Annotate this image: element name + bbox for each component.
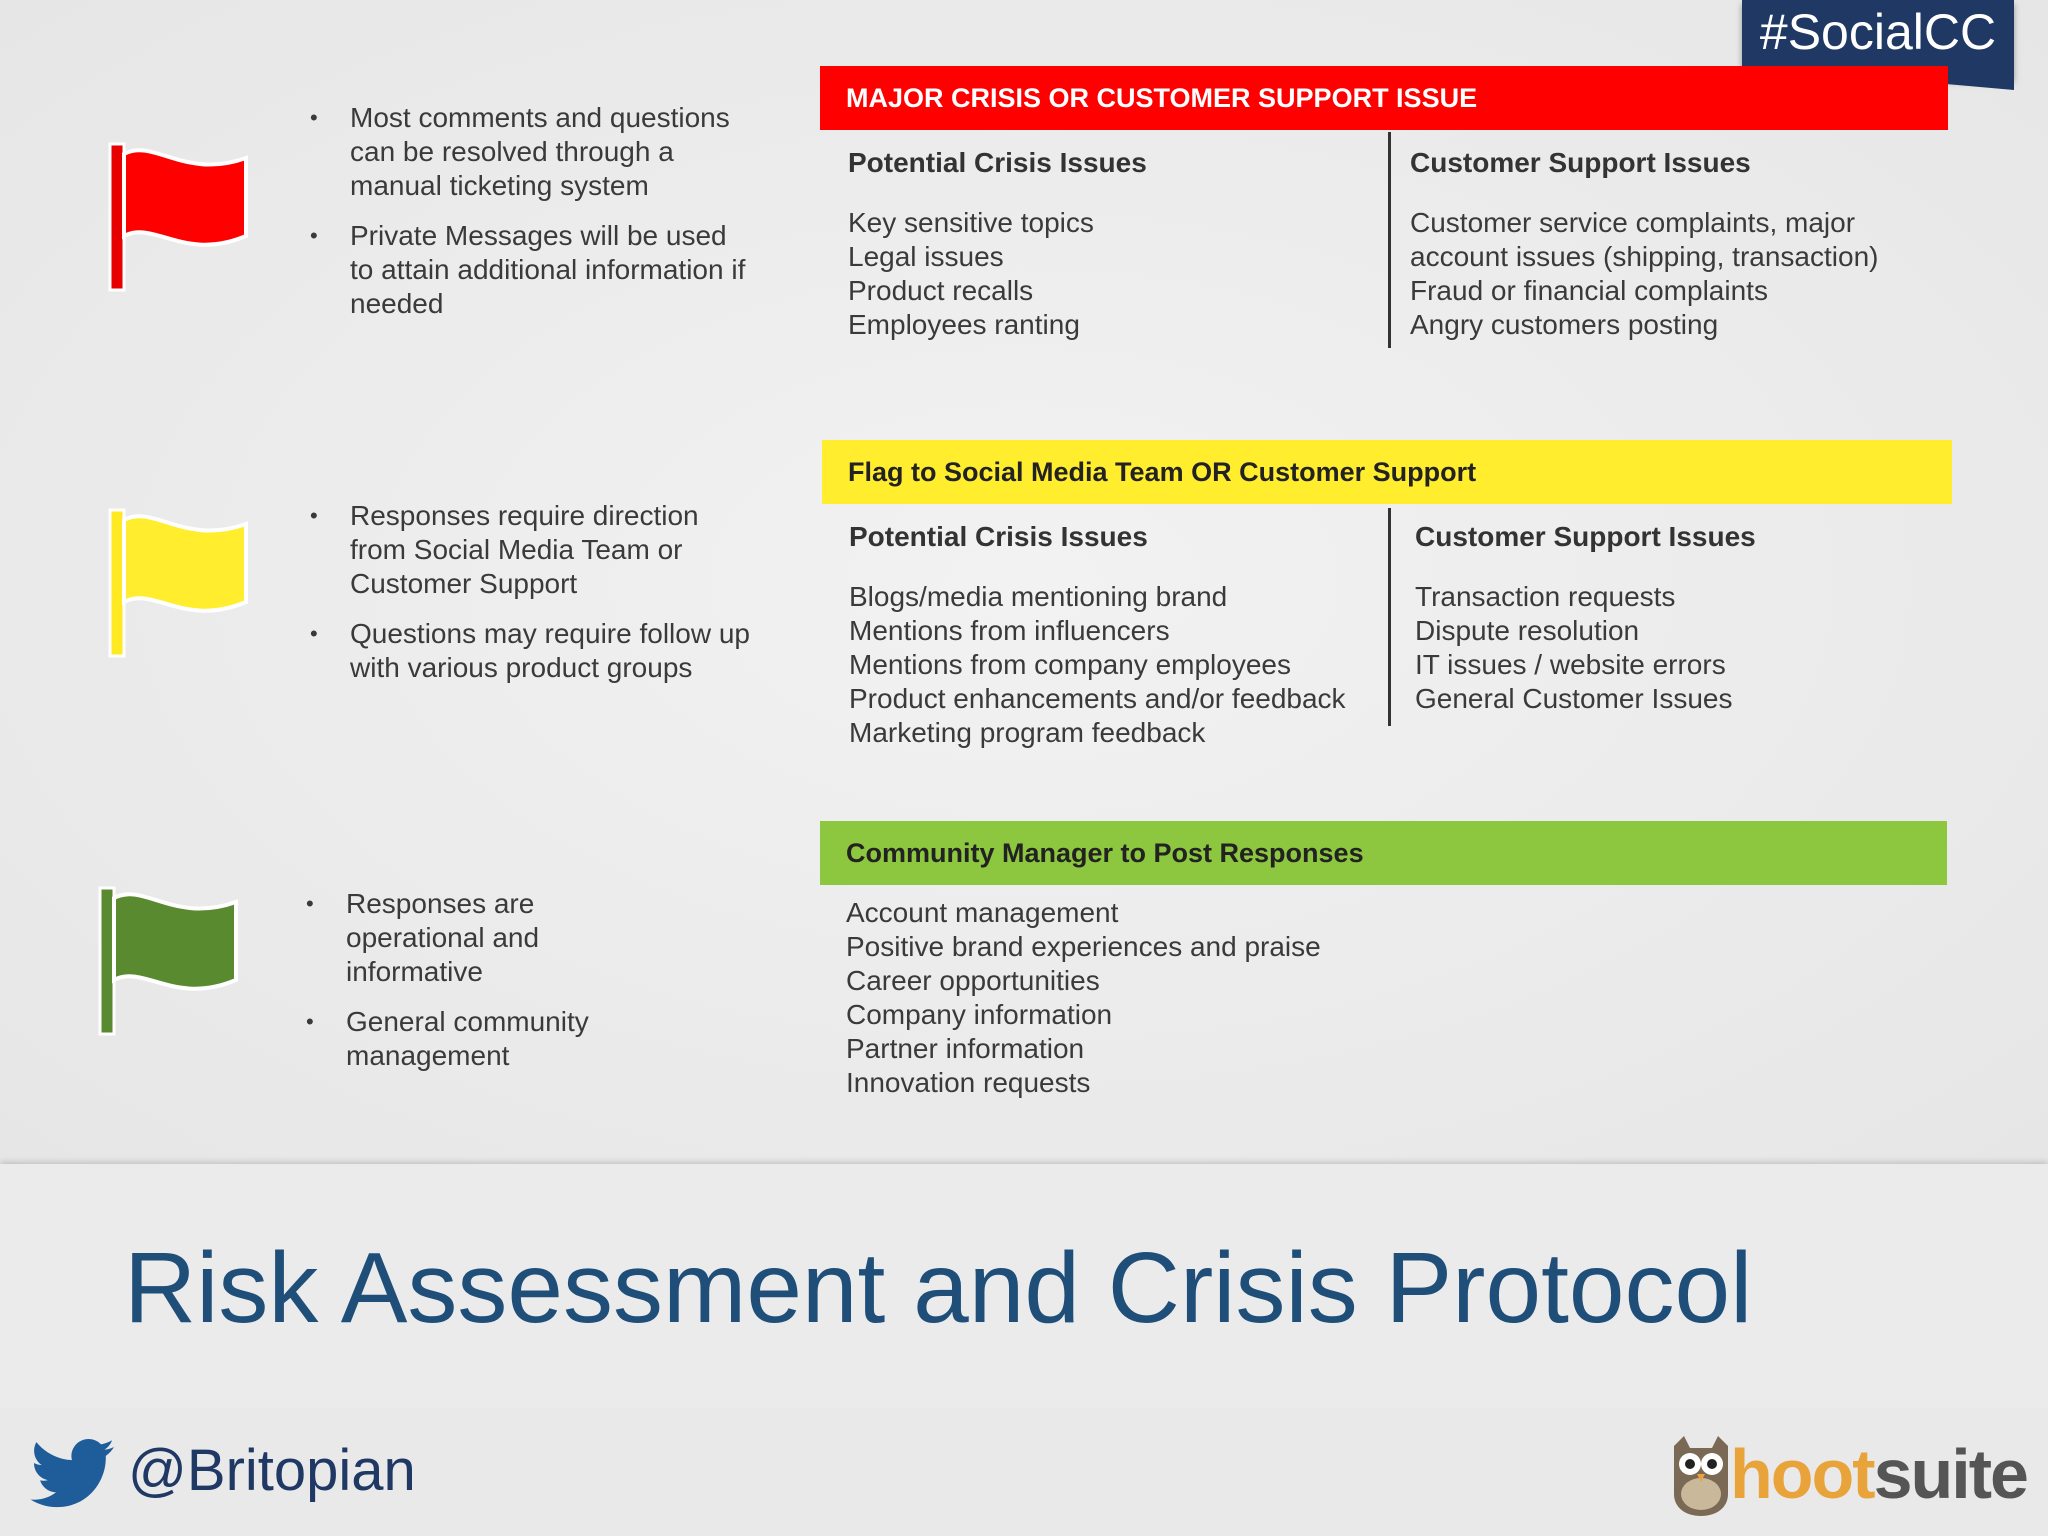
yellow-support-column — [1415, 520, 1935, 716]
list-item: Product recalls — [848, 275, 1034, 306]
brand-part-suite: suite — [1873, 1435, 2027, 1513]
red-crisis-column — [848, 146, 1368, 342]
list-item: Positive brand experiences and praise — [846, 931, 1321, 962]
yellow-level-banner: Flag to Social Media Team OR Customer Support — [822, 440, 1952, 504]
list-item: Company information — [846, 999, 1113, 1030]
list-item: Key sensitive topics — [848, 207, 1094, 238]
list-item: Transaction requests — [1415, 581, 1676, 612]
list-item: Innovation requests — [846, 1067, 1091, 1098]
list-item: General Customer Issues — [1415, 683, 1733, 714]
red-level-banner: MAJOR CRISIS OR CUSTOMER SUPPORT ISSUE — [820, 66, 1948, 130]
list-item: Partner information — [846, 1033, 1085, 1064]
green-level-banner: Community Manager to Post Responses — [820, 821, 1947, 885]
brand-part-hoot: hoot — [1730, 1435, 1874, 1513]
list-item: Blogs/media mentioning brand — [849, 581, 1228, 612]
list-item: Mentions from influencers — [849, 615, 1170, 646]
red-support-column — [1410, 146, 1930, 342]
list-item: Legal issues — [848, 241, 1004, 272]
red-flag-icon — [104, 140, 250, 292]
column-heading: Customer Support Issues — [1410, 147, 1751, 178]
twitter-bird-icon[interactable] — [30, 1438, 116, 1512]
list-item: • Questions may require follow up with various product groups — [310, 617, 750, 685]
list-item: • Responses are operational and informative — [306, 887, 666, 989]
owl-icon — [1668, 1432, 1734, 1516]
list-item: Angry customers posting — [1410, 309, 1719, 340]
brand-wordmark — [1730, 1432, 2027, 1516]
list-item: • General community management — [306, 1005, 666, 1073]
yellow-crisis-column — [849, 520, 1389, 750]
hashtag-text: #SocialCC — [1759, 4, 1997, 60]
column-heading: Potential Crisis Issues — [849, 521, 1148, 552]
yellow-flag-icon — [104, 506, 250, 658]
list-item: IT issues / website errors — [1415, 649, 1726, 680]
column-heading: Potential Crisis Issues — [848, 147, 1147, 178]
red-level-bullets — [310, 101, 750, 337]
list-item: • Private Messages will be used to attain additional information if needed — [310, 219, 750, 321]
yellow-level-bullets — [310, 499, 750, 701]
green-flag-icon — [94, 884, 240, 1036]
list-item: Dispute resolution — [1415, 615, 1640, 646]
column-heading: Customer Support Issues — [1415, 521, 1756, 552]
list-item: Product enhancements and/or feedback — [849, 683, 1346, 714]
hootsuite-logo — [1668, 1432, 2028, 1516]
list-item: Account management — [846, 897, 1119, 928]
list-item: • Most comments and questions can be resolved through a manual ticketing system — [310, 101, 750, 203]
twitter-handle[interactable]: @Britopian — [128, 1438, 416, 1503]
list-item: Fraud or financial complaints — [1410, 275, 1768, 306]
page-title: Risk Assessment and Crisis Protocol — [124, 1232, 1753, 1344]
list-item: Customer service complaints, major account issues (shipping, transaction) — [1410, 207, 1879, 272]
column-divider — [1388, 508, 1391, 726]
green-level-bullets — [306, 887, 666, 1089]
list-item: Marketing program feedback — [849, 717, 1206, 748]
green-topics-column — [846, 896, 1546, 1100]
list-item: Mentions from company employees — [849, 649, 1291, 680]
list-item: • Responses require direction from Social Media Team or Customer Support — [310, 499, 750, 601]
list-item: Employees ranting — [848, 309, 1080, 340]
column-divider — [1388, 132, 1391, 348]
list-item: Career opportunities — [846, 965, 1100, 996]
